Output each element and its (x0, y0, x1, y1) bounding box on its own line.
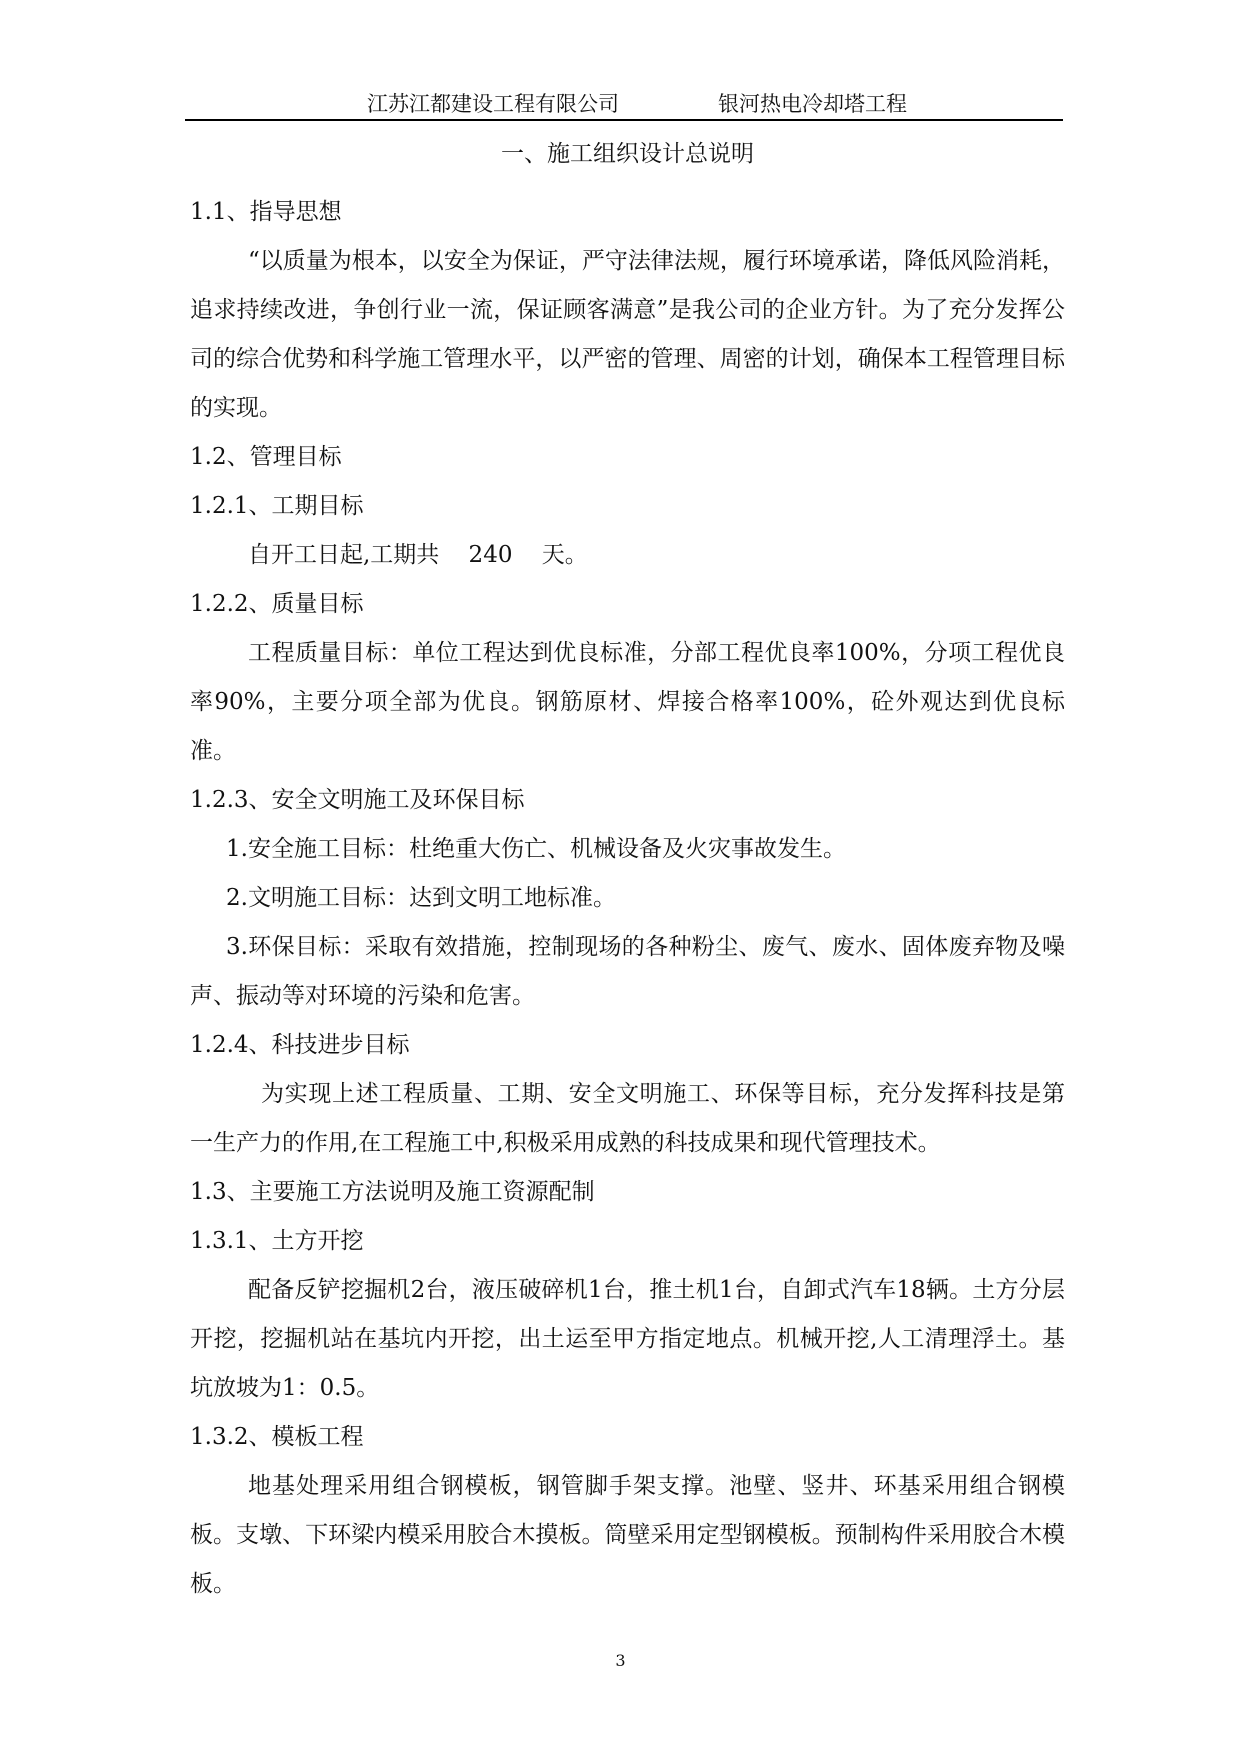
paragraph: 工程质量目标：单位工程达到优良标准，分部工程优良率100%，分项工程优良率90%，主要分项全部为优良。钢筋原材、焊接合格率100%，砼外观达到优良标准。 (190, 640, 1065, 764)
subsection-heading: 1.3.1、土方开挖 (190, 1228, 364, 1254)
paragraph: “以质量为根本，以安全为保证，严守法律法规，履行环境承诺，降低风险消耗，追求持续改进，争创行业一流，保证顾客满意”是我公司的企业方针。为了充分发挥公司的综合优势和科学施工管理水平，以严密的管理、周密的计划，确保本工程管理目标的实现。 (190, 248, 1065, 421)
paragraph: 地基处理采用组合钢模板，钢管脚手架支撑。池壁、竖井、环基采用组合钢模板。支墩、下环梁内模采用胶合木摸板。筒壁采用定型钢模板。预制构件采用胶合木模板。 (190, 1473, 1065, 1597)
section-heading: 1.1、指导思想 (190, 199, 342, 225)
header-company: 江苏江都建设工程有限公司 (367, 92, 619, 116)
document-title: 一、施工组织设计总说明 (501, 141, 754, 167)
header-project: 银河热电冷却塔工程 (718, 92, 907, 116)
page-header (185, 86, 1063, 118)
subsection-heading: 1.2.3、安全文明施工及环保目标 (190, 787, 525, 813)
list-item: 1.安全施工目标：杜绝重大伤亡、机械设备及火灾事故发生。 (226, 836, 846, 862)
list-item: 2.文明施工目标：达到文明工地标准。 (226, 885, 616, 911)
page-number: 3 (615, 1651, 626, 1670)
paragraph: 自开工日起,工期共 240 天。 (248, 542, 588, 568)
header-rule (185, 119, 1063, 121)
list-item: 3.环保目标：采取有效措施，控制现场的各种粉尘、废气、废水、固体废弃物及噪声、振动等对环境的污染和危害。 (190, 934, 1065, 1009)
subsection-heading: 1.2.1、工期目标 (190, 493, 364, 519)
section-heading: 1.3、主要施工方法说明及施工资源配制 (190, 1179, 595, 1205)
subsection-heading: 1.2.4、科技进步目标 (190, 1032, 410, 1058)
section-heading: 1.2、管理目标 (190, 444, 342, 470)
paragraph: 配备反铲挖掘机2台，液压破碎机1台，推土机1台，自卸式汽车18辆。土方分层开挖，挖掘机站在基坑内开挖，出土运至甲方指定地点。机械开挖,人工清理浮土。基坑放坡为1：0.5。 (190, 1277, 1065, 1401)
document-body (190, 134, 1065, 1609)
paragraph: 为实现上述工程质量、工期、安全文明施工、环保等目标，充分发挥科技是第一生产力的作用,在工程施工中,积极采用成熟的科技成果和现代管理技术。 (190, 1081, 1065, 1156)
subsection-heading: 1.2.2、质量目标 (190, 591, 364, 617)
subsection-heading: 1.3.2、模板工程 (190, 1424, 364, 1450)
